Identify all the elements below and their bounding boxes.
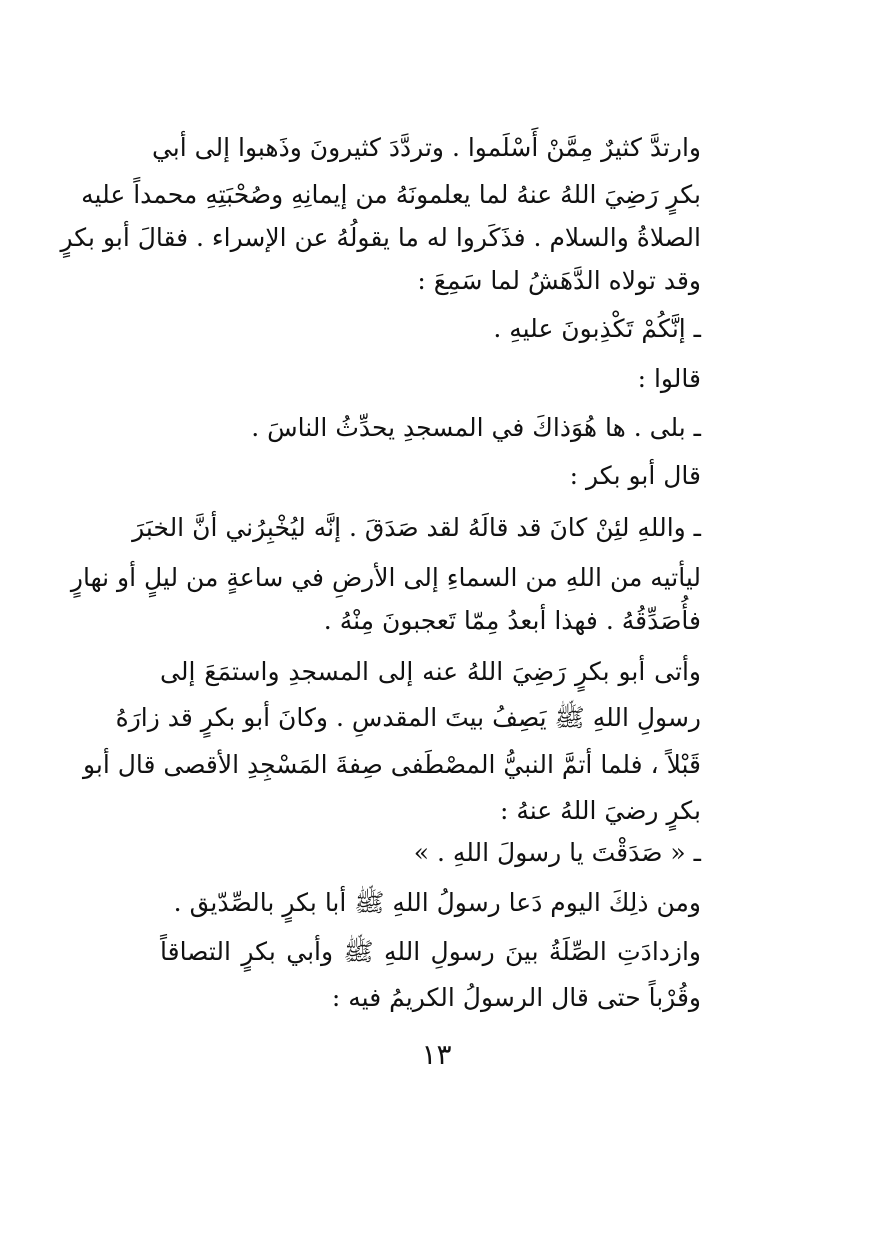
text-line: رسولِ اللهِ ﷺ يَصِفُ بيتَ المقدسِ . وكانَ أبو بكرٍ قد زارَهُ bbox=[115, 703, 701, 732]
text-line: الصلاةُ والسلام . فذَكَروا له ما يقولُهُ عن الإسراء . فقالَ أبو بكرٍ bbox=[60, 223, 701, 252]
text-line: فأُصَدِّقُهُ . فهذا أبعدُ مِمّا تَعجبونَ مِنْهُ . bbox=[323, 606, 701, 635]
text-line: وأتى أبو بكرٍ رَضِيَ اللهُ عنه إلى المسجدِ واستمَعَ إلى bbox=[160, 657, 701, 686]
text-line: قال أبو بكر : bbox=[569, 461, 701, 490]
text-line: ومن ذلِكَ اليوم دَعا رسولُ اللهِ ﷺ أبا بكرٍ بالصِّدّيق . bbox=[173, 888, 701, 917]
text-line: ـ « صَدَقْتَ يا رسولَ اللهِ . » bbox=[413, 838, 701, 867]
text-line: قَبْلاً ، فلما أتمَّ النبيُّ المصْطَفى صِفةَ المَسْجِدِ الأقصى قال أبو bbox=[82, 750, 701, 779]
text-line: قالوا : bbox=[637, 364, 701, 393]
text-line: وارتدَّ كثيرٌ مِمَّنْ أَسْلَموا . وتردَّدَ كثيرونَ وذَهبوا إلى أبي bbox=[151, 133, 701, 162]
page-number: ١٣ bbox=[421, 1038, 452, 1071]
text-line: ـ واللهِ لئِنْ كانَ قد قالَهُ لقد صَدَقَ . إنَّه ليُخْبِرُني أنَّ الخبَرَ bbox=[132, 513, 701, 542]
text-line: ليأتيه من اللهِ من السماءِ إلى الأرضِ في ساعةٍ من ليلٍ أو نهارٍ bbox=[70, 563, 701, 592]
text-line: ـ بلى . ها هُوَذاكَ في المسجدِ يحدِّثُ الناسَ . bbox=[251, 413, 701, 442]
text-line: ـ إنَّكُمْ تَكْذِبونَ عليهِ . bbox=[493, 314, 701, 343]
text-line: وازدادَتِ الصِّلَةُ بينَ رسولِ اللهِ ﷺ وأبي بكرٍ التصاقاً bbox=[160, 937, 701, 966]
text-line: وقُرْباً حتى قال الرسولُ الكريمُ فيه : bbox=[331, 983, 701, 1012]
text-line: بكرٍ رضيَ اللهُ عنهُ : bbox=[499, 796, 701, 825]
text-line: وقد تولاه الدَّهَشُ لما سَمِعَ : bbox=[417, 266, 701, 295]
text-line: بكرٍ رَضِيَ اللهُ عنهُ لما يعلمونَهُ من إيمانِهِ وصُحْبَتِهِ محمداً عليه bbox=[81, 180, 701, 209]
